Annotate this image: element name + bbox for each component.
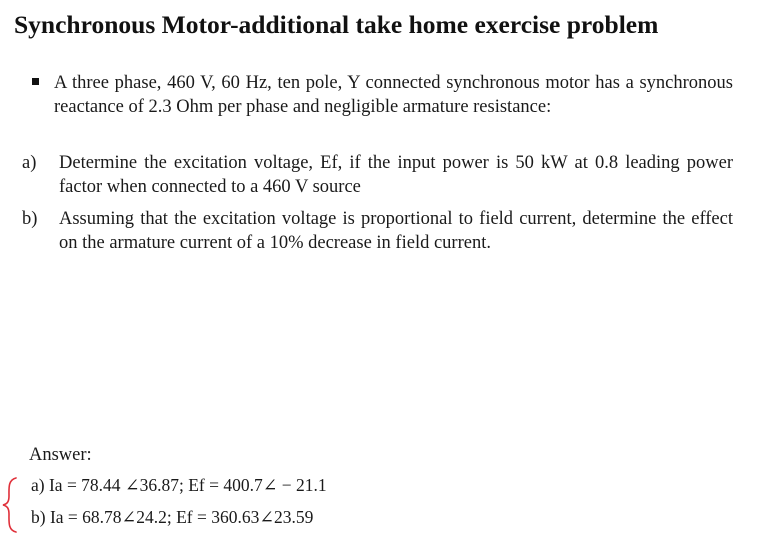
part-a-label: a) — [22, 153, 37, 173]
answer-heading: Answer: — [29, 445, 92, 465]
square-bullet-icon — [32, 78, 39, 85]
part-b-label: b) — [22, 209, 38, 229]
part-a-text: Determine the excitation voltage, Ef, if the input power is 50 kW at 0.8 leading power factor when connected to a 460 V source — [59, 153, 733, 197]
page-title: Synchronous Motor-additional take home exercise problem — [14, 10, 659, 39]
part-b-text: Assuming that the excitation voltage is proportional to field current, determine the effect on the armature current of a 10% decrease in field current. — [59, 209, 733, 253]
answer-line-b: b) Ia = 68.78∠24.2; Ef = 360.63∠23.59 — [31, 507, 314, 527]
answer-line-a: a) Ia = 78.44 ∠36.87; Ef = 400.7∠ − 21.1 — [31, 475, 327, 495]
problem-statement: A three phase, 460 V, 60 Hz, ten pole, Y connected synchronous motor has a synchronous reactance of 2.3 Ohm per phase and negligible armature resistance: — [54, 73, 733, 117]
brace-stroke — [3, 478, 16, 532]
curly-brace-annotation — [0, 476, 26, 534]
